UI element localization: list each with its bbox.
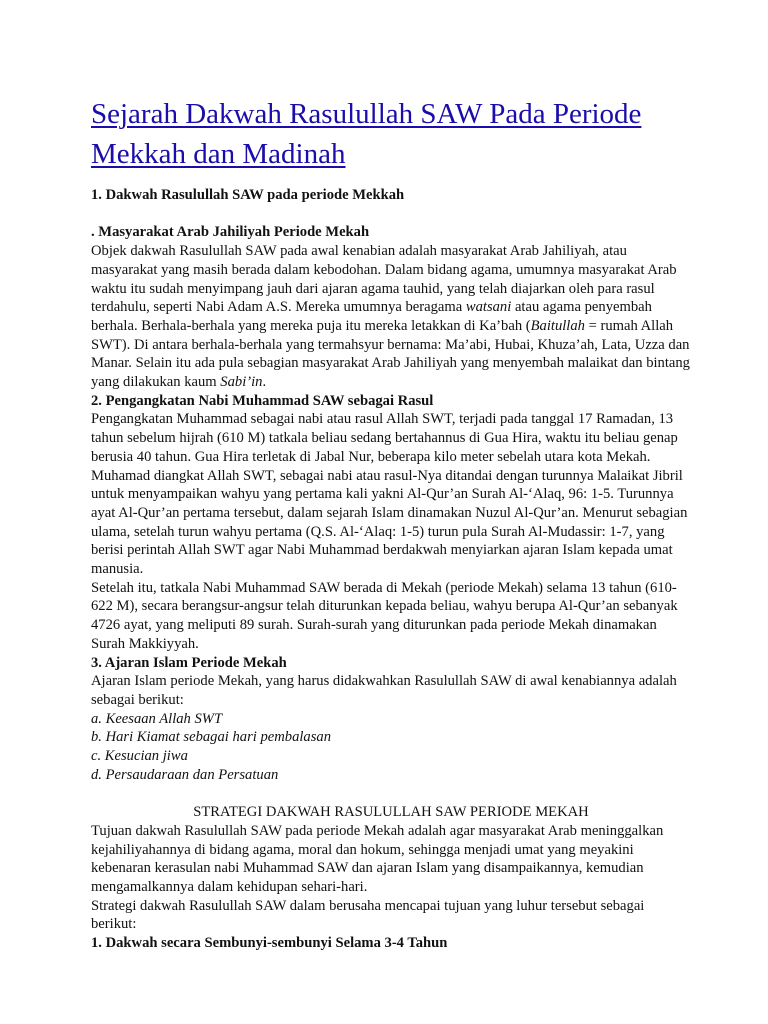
spacer [91, 784, 691, 803]
text-run: atau agama penyembah berhala. Berhala-berhala yang mereka puja itu mereka letakkan di Ka’bah ( [91, 299, 652, 334]
italic-term-sabiin: Sabi’in [220, 374, 263, 391]
strategy-paragraph-1: Tujuan dakwah Rasulullah SAW pada periode Mekah adalah agar masyarakat Arab meninggalkan kejahiliyahannya di bidang agama, moral dan hokum, sehingga menjadi umat yang meyakini kebenaran kerasulan nabi Muhammad SAW dan ajaran Islam yang disampaikannya, kemudian mengamalkannya dalam kehidupan sehari-hari. [91, 822, 664, 895]
text-run: = rumah Allah SWT). Di antara berhala-berhala yang termahsyur bernama: Ma’abi, Hubai, Khuza’ah, Lata, Uzza dan Manar. Selain itu ada pula sebagian masyarakat Arab Jahiliyah yang menyembah malaikat dan bintang yang dilakukan kaum [91, 317, 690, 391]
spacer [91, 205, 691, 224]
document-page [91, 94, 691, 953]
subsection-2-heading: 2. Pengangkatan Nabi Muhammad SAW sebagai Rasul [91, 392, 434, 409]
italic-term-watsani: watsani [465, 299, 512, 316]
section-1-heading: 1. Dakwah Rasulullah SAW pada periode Mekkah [91, 187, 405, 203]
subsection-1-heading: . Masyarakat Arab Jahiliyah Periode Mekah [91, 224, 370, 241]
subsection-2-paragraph-1: Pengangkatan Muhammad sebagai nabi atau rasul Allah SWT, terjadi pada tanggal 17 Ramadan, 13 tahun sebelum hijrah (610 M) tatkala beliau sedang bertahannus di Gua Hira, waktu itu beliau genap berusia 40 tahun. Gua Hira terletak di Jabal Nur, beberapa kilo meter sebelah utara kota Mekah. [91, 411, 678, 465]
text-run: . [262, 374, 267, 391]
list-item: c. Kesucian jiwa [91, 748, 188, 765]
document-title-link[interactable]: Sejarah Dakwah Rasulullah SAW Pada Periode Mekkah dan Madinah [91, 98, 642, 170]
subsection-2-paragraph-2: Muhamad diangkat Allah SWT, sebagai nabi atau rasul-Nya ditandai dengan turunnya Malaikat Jibril untuk menyampaikan wahyu yang pertama kali yakni Al-Qur’an Surah Al-‘Alaq, 96: 1-5. Turunnya ayat Al-Qur’an pertama tersebut, dalam sejarah Islam dinamakan Nuzul Al-Qur’an. Menurut sebagian ulama, setelah turun wahyu pertama (Q.S. Al-‘Alaq: 1-5) turun pula Surah Al-Mudassir: 1-7, yang berisi perintah Allah SWT agar Nabi Muhammad berdakwah menyiarkan ajaran Islam kepada umat manusia. [91, 467, 688, 578]
subsection-2-paragraph-3: Setelah itu, tatkala Nabi Muhammad SAW berada di Mekah (periode Mekah) selama 13 tahun (610-622 M), secara berangsur-angsur telah diturunkan kepada beliau, wahyu berupa Al-Qur’an sebanyak 4726 ayat, yang meliputi 89 surah. Surah-surah yang diturunkan pada periode Mekah dinamakan Surah Makkiyyah. [91, 579, 678, 652]
list-item: a. Keesaan Allah SWT [91, 710, 223, 727]
list-item: b. Hari Kiamat sebagai hari pembalasan [91, 729, 331, 746]
strategy-heading: STRATEGI DAKWAH RASULULLAH SAW PERIODE MEKAH [193, 804, 589, 821]
text-run: Objek dakwah Rasulullah SAW pada awal kenabian adalah masyarakat Arab Jahiliyah, atau masyarakat yang masih berada dalam kebodohan. Dalam bidang agama, umumnya masyarakat Arab waktu itu sudah menyimpang jauh dari ajaran agama tauhid, yang telah diajarkan oleh para rasul terdahulu, seperti Nabi Adam A.S. Mereka umumnya beragama [91, 243, 677, 316]
subsection-3-heading: 3. Ajaran Islam Periode Mekah [91, 654, 287, 671]
italic-term-baitullah: Baitullah [530, 317, 585, 334]
subsection-1-paragraph [91, 242, 691, 392]
strategy-paragraph-2: Strategi dakwah Rasulullah SAW dalam berusaha mencapai tujuan yang luhur tersebut sebagai berikut: [91, 897, 645, 933]
strategy-1-heading: 1. Dakwah secara Sembunyi-sembunyi Selama 3-4 Tahun [91, 935, 448, 952]
list-item: d. Persaudaraan dan Persatuan [91, 766, 279, 783]
subsection-3-intro: Ajaran Islam periode Mekah, yang harus didakwahkan Rasulullah SAW di awal kenabiannya adalah sebagai berikut: [91, 673, 677, 708]
